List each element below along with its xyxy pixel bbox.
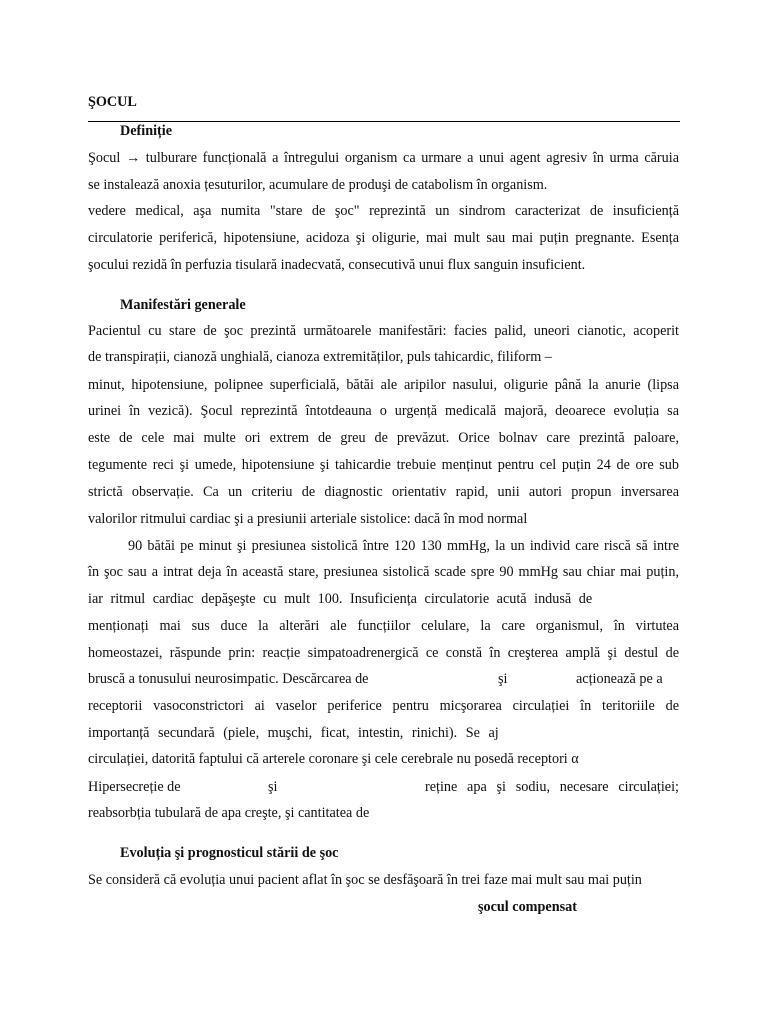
paragraph-line: Pacientul cu stare de şoc prezintă următoarele manifestări: facies palid, uneori cianotic, acoperit [88,323,679,339]
paragraph-line: urinei în vezică). Şocul reprezintă întotdeauna o urgență medicală majoră, deoarece evoluția sa [88,403,679,419]
paragraph-line: este de cele mai multe ori extrem de greu de prevăzut. Orice bolnav care prezintă paloare, [88,430,679,446]
paragraph-segment: bruscă a tonusului neurosimpatic. Descărcarea de [88,671,369,687]
paragraph-segment: acționează pe a [576,671,663,687]
paragraph-line: circulatorie periferică, hipotensiune, acidoza şi oligurie, mai mult sau mai puțin pregnante. Esența [88,230,679,246]
paragraph-line: homeostazei, răspunde prin: reacție simpatoadrenergică ce constă în creşterea amplă şi destul de [88,645,679,661]
paragraph-line: reabsorbția tubulară de apa creşte, şi cantitatea de [88,805,370,821]
heading-evolutia: Evoluția şi prognosticul stării de şoc [120,845,339,861]
paragraph-line: Se consideră că evoluția unui pacient aflat în şoc se desfăşoară în trei faze mai mult sau mai puțin [88,872,642,888]
paragraph-line: circulației, datorită faptului că arterele coronare şi cele cerebrale nu posedă receptori α [88,751,579,767]
paragraph-line: în şoc sau a intrat deja în această stare, presiunea sistolică scade spre 90 mmHg sau chiar mai puțin, [88,564,679,580]
page-title: ŞOCUL [88,94,137,110]
paragraph-line: Şocul → tulburare funcțională a întregului organism ca urmare a unui agent agresiv în urma căruia [88,150,679,166]
heading-manifestari: Manifestări generale [120,297,246,313]
heading-definitie: Definiție [120,123,173,139]
paragraph-line: valorilor ritmului cardiac şi a presiunii arteriale sistolice: dacă în mod normal [88,511,528,527]
paragraph-line: importanță secundară (piele, muşchi, ficat, intestin, rinichi). Se aj [88,725,499,741]
paragraph-segment: reține apa şi sodiu, necesare circulației; [425,779,679,795]
paragraph-line: menționați mai sus duce la alterări ale funcțiilor celulare, la care organismul, în virtutea [88,618,679,634]
paragraph-segment: şi [498,671,508,687]
paragraph-line: receptorii vasoconstrictori ai vaselor periferice pentru micşorarea circulației în teritoriile de [88,698,679,714]
paragraph-line: de transpirații, cianoză unghială, cianoza extremităților, puls tahicardic, filiform – [88,349,552,365]
paragraph-line: vedere medical, aşa numita "stare de şoc" reprezintă un sindrom caracterizat de insuficiență [88,203,679,219]
paragraph-segment: şi [268,779,278,795]
paragraph-line: şocului rezidă în perfuzia tisulară inadecvată, consecutivă unui flux sanguin insuficient. [88,257,586,273]
paragraph-line: tegumente reci şi umede, hipotensiune şi tahicardie trebuie menținut pentru cel puțin 24 de ore sub [88,457,679,473]
paragraph-segment: Hipersecreție de [88,779,181,795]
paragraph-line: iar ritmul cardiac depăşeşte cu mult 100. Insuficiența circulatorie acută indusă de [88,591,593,607]
paragraph-segment: şocul compensat [478,899,577,915]
paragraph-line: se instalează anoxia țesuturilor, acumulare de produşi de catabolism în organism. [88,177,548,193]
paragraph-line: 90 bătăi pe minut şi presiunea sistolică între 120 130 mmHg, la un individ care riscă să intre [128,538,679,554]
paragraph-line: minut, hipotensiune, polipnee superficială, bătăi ale aripilor nasului, oligurie până la anurie (lipsa [88,377,679,393]
paragraph-line: strictă observație. Ca un criteriu de diagnostic orientativ rapid, unii autori propun inversarea [88,484,679,500]
